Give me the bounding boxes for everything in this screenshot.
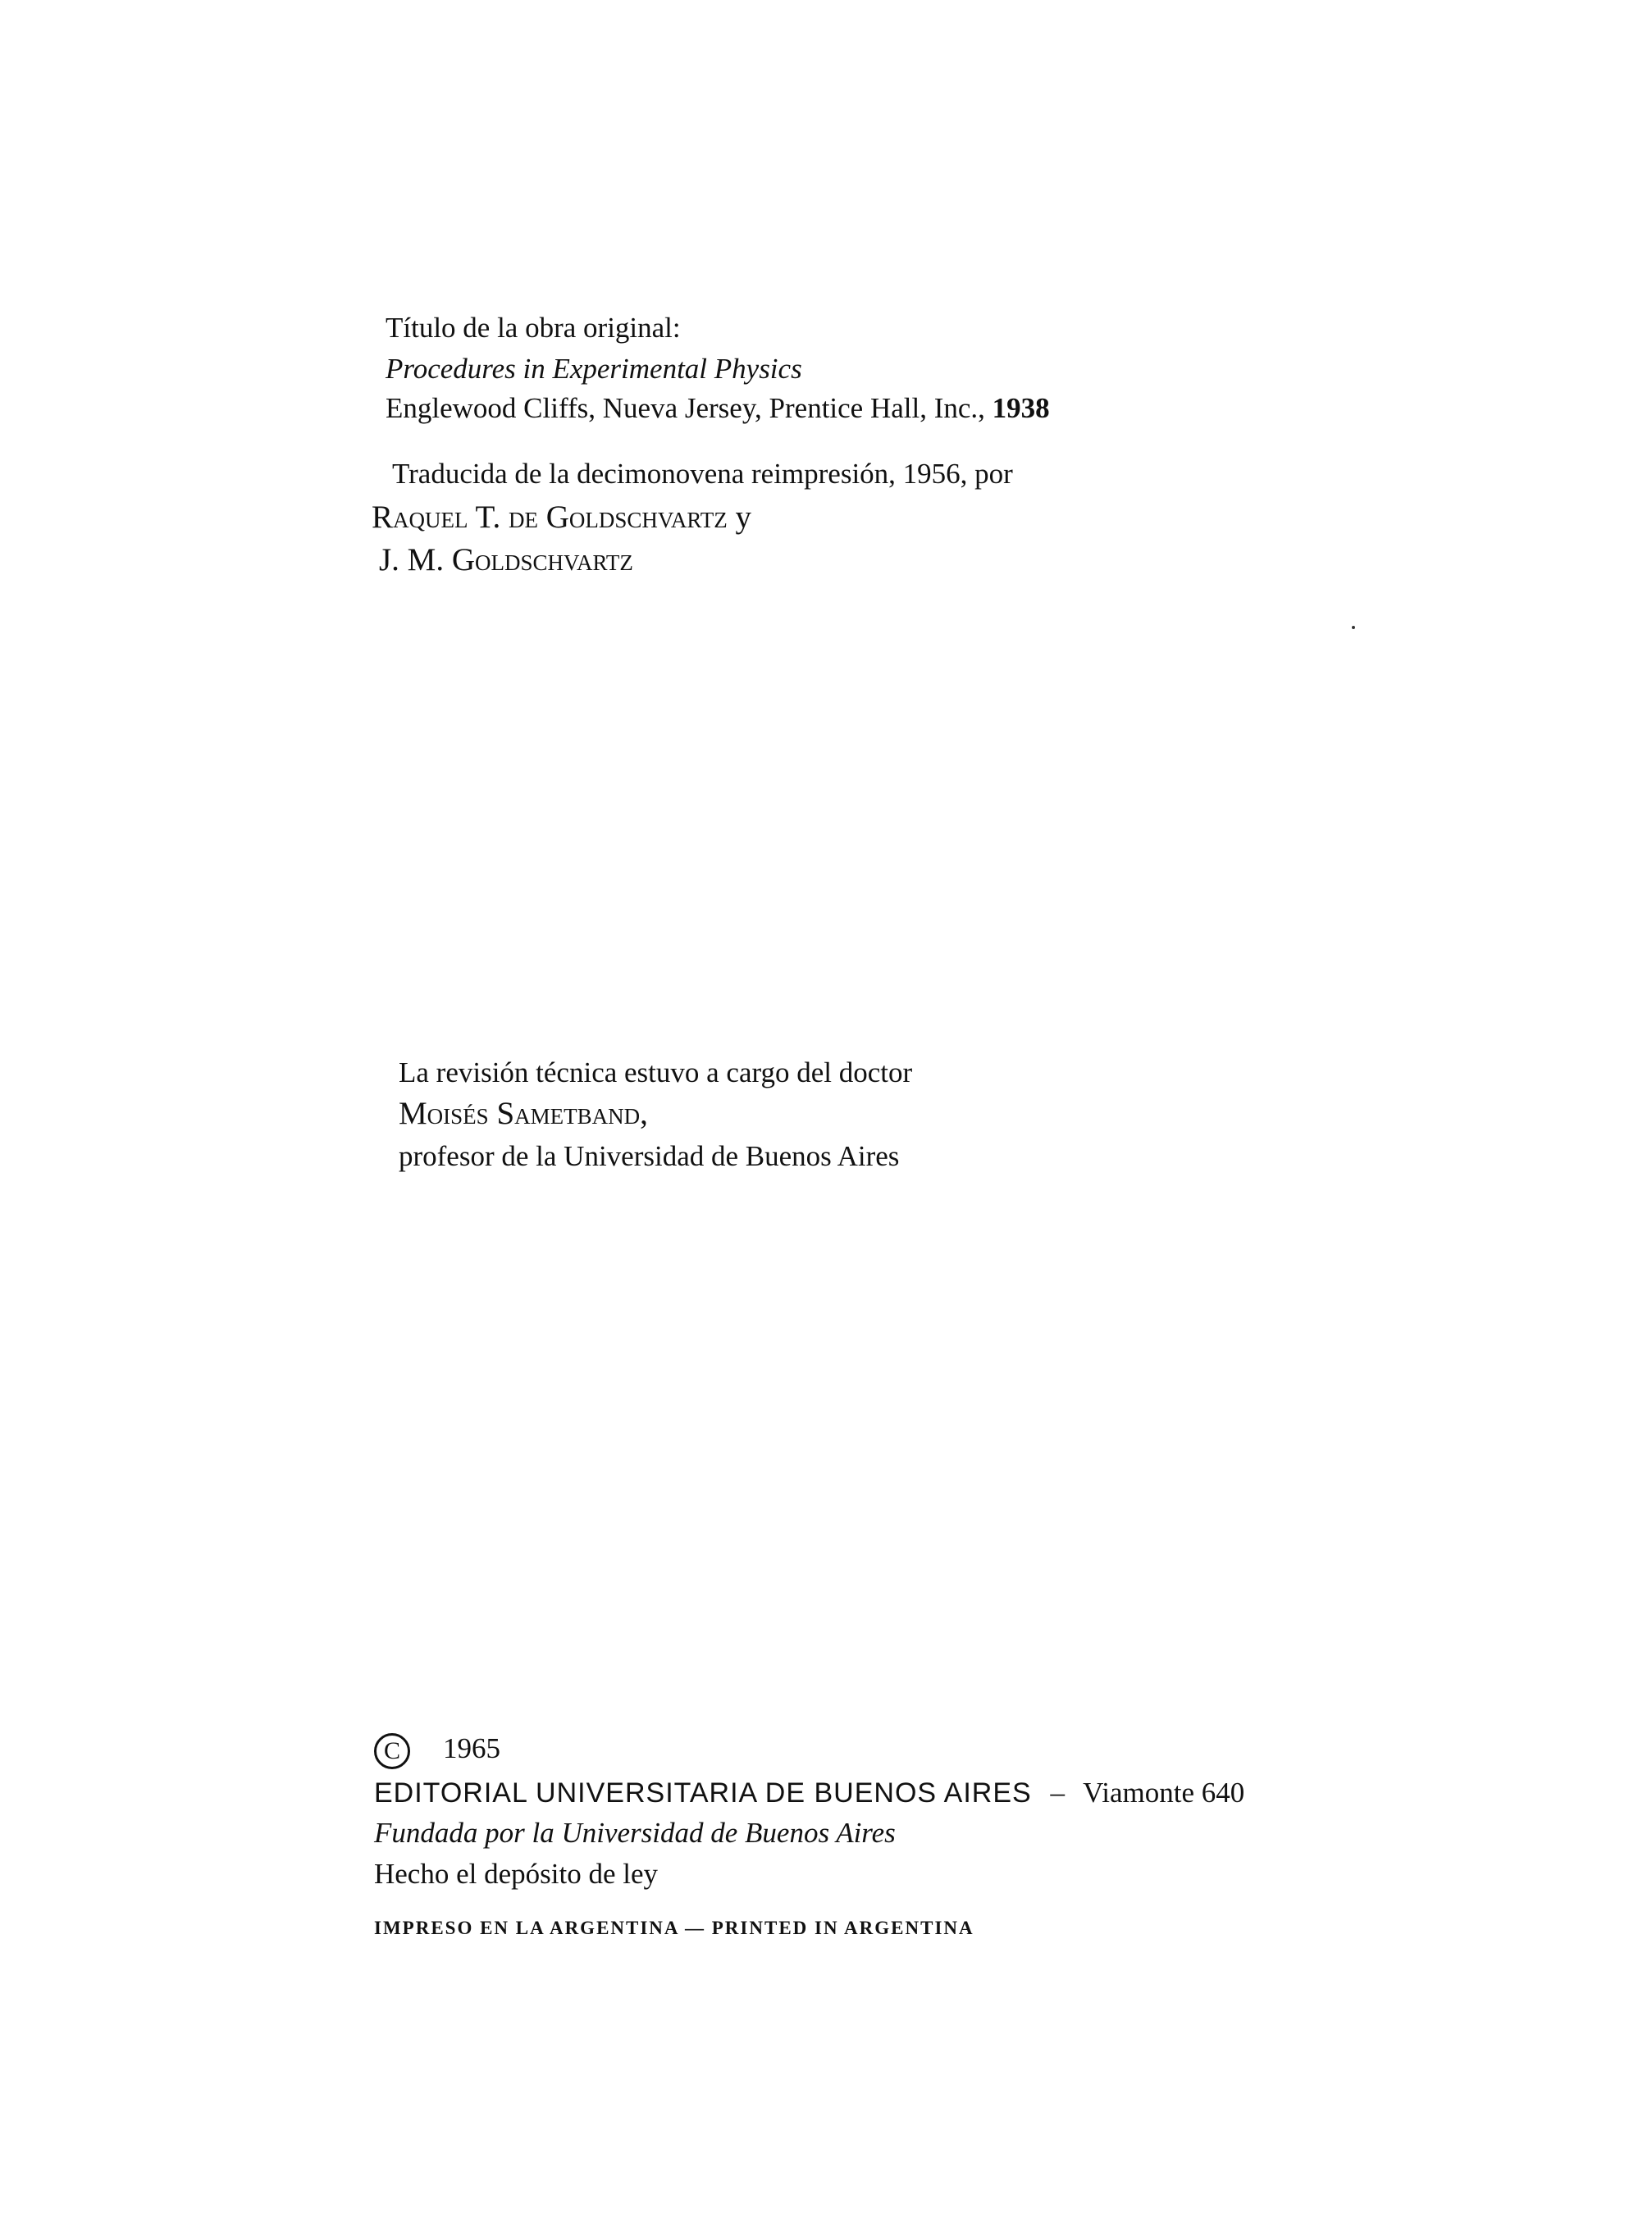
- original-imprint-year: 1938: [992, 392, 1050, 424]
- translator-name-1: Raquel T. de Goldschvartz: [372, 500, 728, 535]
- printed-in-line: IMPRESO EN LA ARGENTINA — PRINTED IN ARGENTINA: [374, 1918, 974, 1938]
- translator-name-2: J. M. Goldschvartz: [379, 542, 633, 577]
- publisher-name: EDITORIAL UNIVERSITARIA DE BUENOS AIRES: [374, 1777, 1032, 1809]
- copyright-line: [374, 1733, 500, 1769]
- stray-mark: [1352, 626, 1355, 629]
- review-line: La revisión técnica estuvo a cargo del doctor: [399, 1056, 913, 1088]
- translator-connector: y: [735, 500, 752, 535]
- publisher-line: [374, 1778, 1244, 1807]
- original-imprint: [386, 394, 1050, 422]
- original-imprint-text: Englewood Cliffs, Nueva Jersey, Prentice Hall, Inc.,: [386, 392, 985, 424]
- founded-line: Fundada por la Universidad de Buenos Aires: [374, 1817, 896, 1849]
- original-heading: Título de la obra original:: [386, 312, 681, 344]
- original-book-title: Procedures in Experimental Physics: [386, 353, 802, 385]
- publisher-dash: –: [1050, 1777, 1065, 1809]
- translator-line-1: [372, 501, 751, 533]
- reviewer-affiliation: profesor de la Universidad de Buenos Aires: [399, 1140, 900, 1172]
- reviewer-name: Moisés Sametband,: [399, 1096, 648, 1131]
- translation-line: Traducida de la decimonovena reimpresión, 1956, por: [392, 458, 1013, 490]
- publisher-address: Viamonte 640: [1083, 1777, 1245, 1809]
- deposit-line: Hecho el depósito de ley: [374, 1858, 659, 1890]
- copyright-icon: C: [374, 1733, 410, 1769]
- copyright-year: 1965: [443, 1732, 500, 1765]
